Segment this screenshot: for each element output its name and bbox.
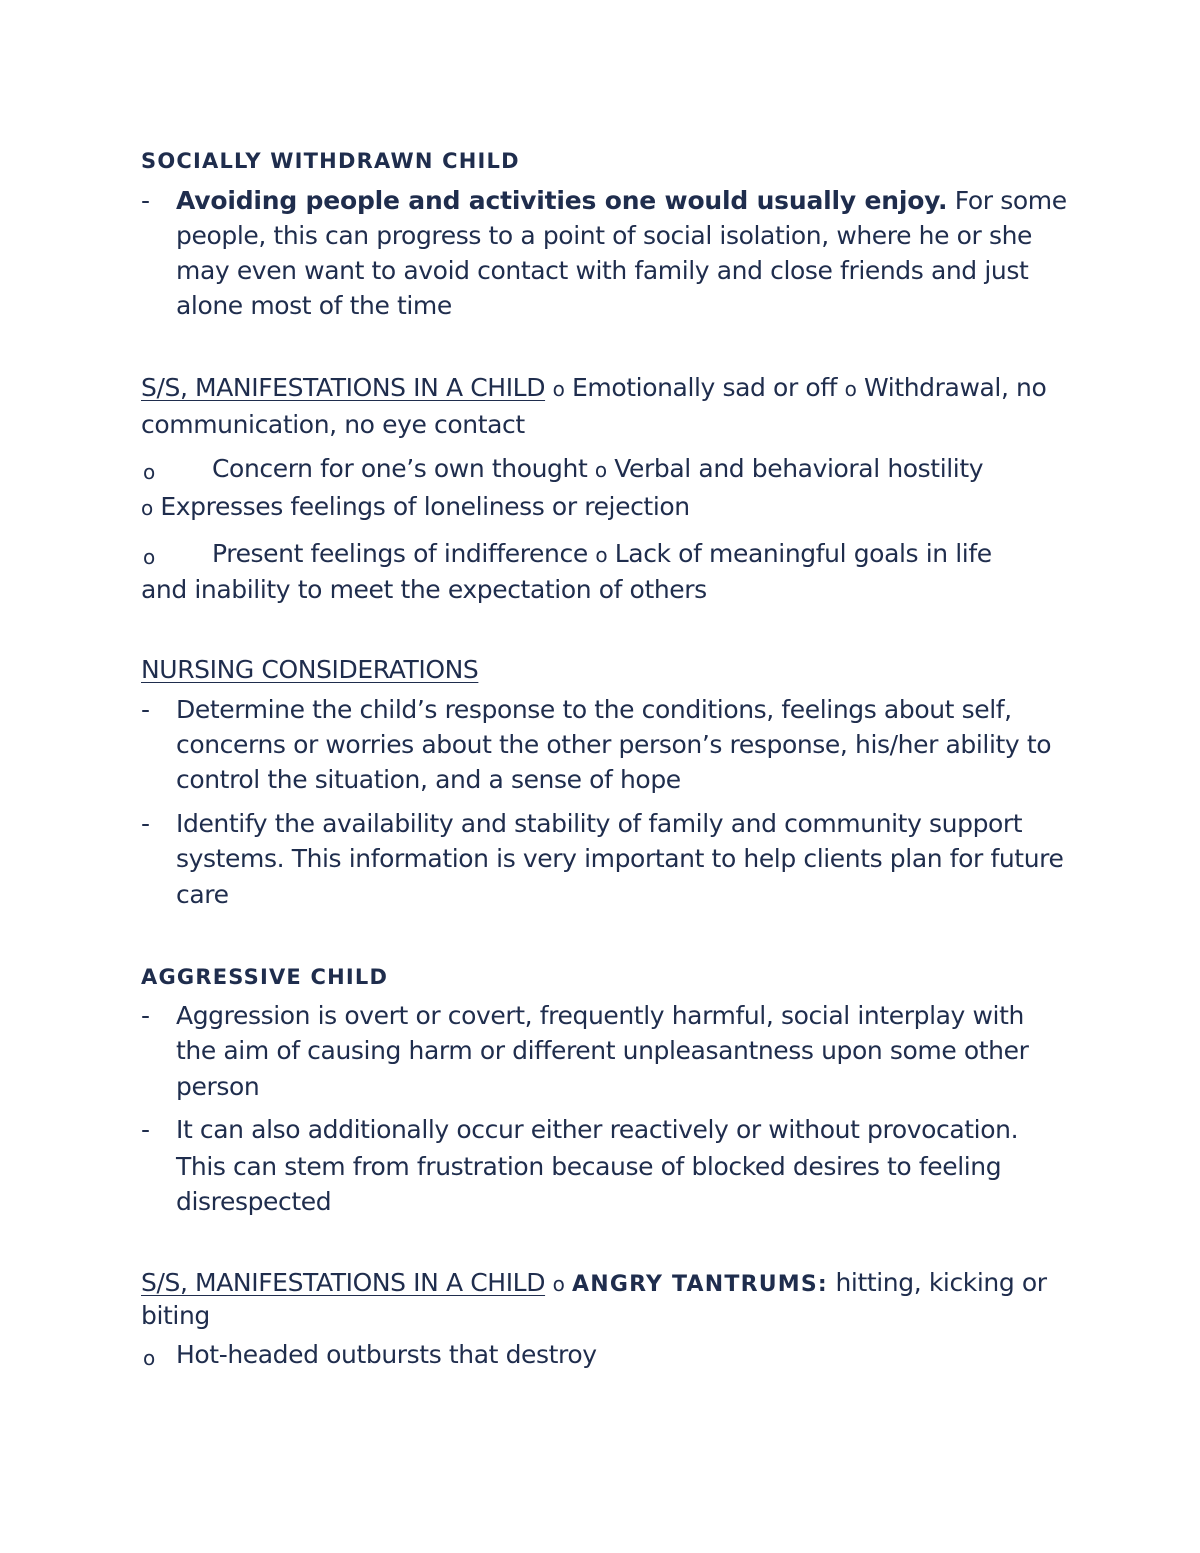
bold-lead-text: Avoiding people and activities one would usually enjoy. xyxy=(176,186,948,215)
subheading-signs: S/S, MANIFESTATIONS IN A CHILD xyxy=(141,1268,546,1297)
subheading-signs: S/S, MANIFESTATIONS IN A CHILD xyxy=(141,373,546,402)
bullet-circle-icon: o xyxy=(595,543,608,567)
text-span: Withdrawal, no xyxy=(856,373,1047,402)
bullet-circle-icon: o xyxy=(143,460,155,484)
list-item-line: disrespected xyxy=(176,1187,332,1216)
list-item-line: control the situation, and a sense of hope xyxy=(176,765,681,794)
paragraph-line: biting xyxy=(141,1301,210,1330)
bold-term-text: ANGRY TANTRUMS: xyxy=(572,1272,828,1297)
paragraph-line xyxy=(141,490,690,525)
text-span: hitting, kicking or xyxy=(827,1268,1047,1297)
paragraph-line: communication, no eye contact xyxy=(141,410,525,439)
subheading-nursing-considerations: NURSING CONSIDERATIONS xyxy=(141,655,479,684)
list-item-line: care xyxy=(176,880,229,909)
list-item-line: This can stem from frustration because of blocked desires to feeling xyxy=(176,1152,1002,1181)
text-span: For some xyxy=(947,186,1067,215)
paragraph-line xyxy=(212,537,992,572)
list-item-line: the aim of causing harm or different unpleasantness upon some other xyxy=(176,1036,1029,1065)
paragraph-line xyxy=(212,452,983,487)
paragraph-line xyxy=(176,184,1067,218)
list-dash: - xyxy=(141,1115,151,1144)
text-span: Lack of meaningful goals in life xyxy=(607,539,992,568)
list-item-line: concerns or worries about the other person’s response, his/her ability to xyxy=(176,730,1052,759)
list-item-line: Identify the availability and stability of family and community support xyxy=(176,809,1023,838)
bullet-circle-icon: o xyxy=(552,1272,565,1296)
paragraph-line: Hot-headed outbursts that destroy xyxy=(176,1340,597,1369)
list-item-line: Determine the child’s response to the conditions, feelings about self, xyxy=(176,695,1012,724)
paragraph-line xyxy=(141,371,1046,406)
paragraph-line xyxy=(141,1266,1047,1302)
text-span: Expresses feelings of loneliness or rejection xyxy=(152,492,690,521)
paragraph-line: may even want to avoid contact with family and close friends and just xyxy=(176,256,1029,285)
paragraph-line: alone most of the time xyxy=(176,291,452,320)
list-item-line: person xyxy=(176,1072,260,1101)
list-dash: - xyxy=(141,695,151,724)
text-span: Concern for one’s own thought xyxy=(212,454,595,483)
list-dash: - xyxy=(141,1001,151,1030)
text-span: Emotionally sad or off xyxy=(564,373,845,402)
list-item-line: Aggression is overt or covert, frequently harmful, social interplay with xyxy=(176,1001,1024,1030)
bullet-circle-icon: o xyxy=(594,458,607,482)
bullet-circle-icon: o xyxy=(143,1346,155,1370)
paragraph-line: and inability to meet the expectation of others xyxy=(141,575,707,604)
section-heading-socially-withdrawn: SOCIALLY WITHDRAWN CHILD xyxy=(141,149,520,173)
bullet-circle-icon: o xyxy=(141,496,153,520)
list-dash: - xyxy=(141,186,151,215)
list-item-line: systems. This information is very important to help clients plan for future xyxy=(176,844,1064,873)
list-item-line: It can also additionally occur either reactively or without provocation. xyxy=(176,1115,1019,1144)
bullet-circle-icon: o xyxy=(844,377,857,401)
text-span: Verbal and behavioral hostility xyxy=(606,454,984,483)
paragraph-line: people, this can progress to a point of social isolation, where he or she xyxy=(176,221,1032,250)
section-heading-aggressive-child: AGGRESSIVE CHILD xyxy=(141,965,389,989)
bullet-circle-icon: o xyxy=(143,545,155,569)
text-span: Present feelings of indifference xyxy=(212,539,596,568)
bullet-circle-icon: o xyxy=(552,377,565,401)
list-dash: - xyxy=(141,809,151,838)
